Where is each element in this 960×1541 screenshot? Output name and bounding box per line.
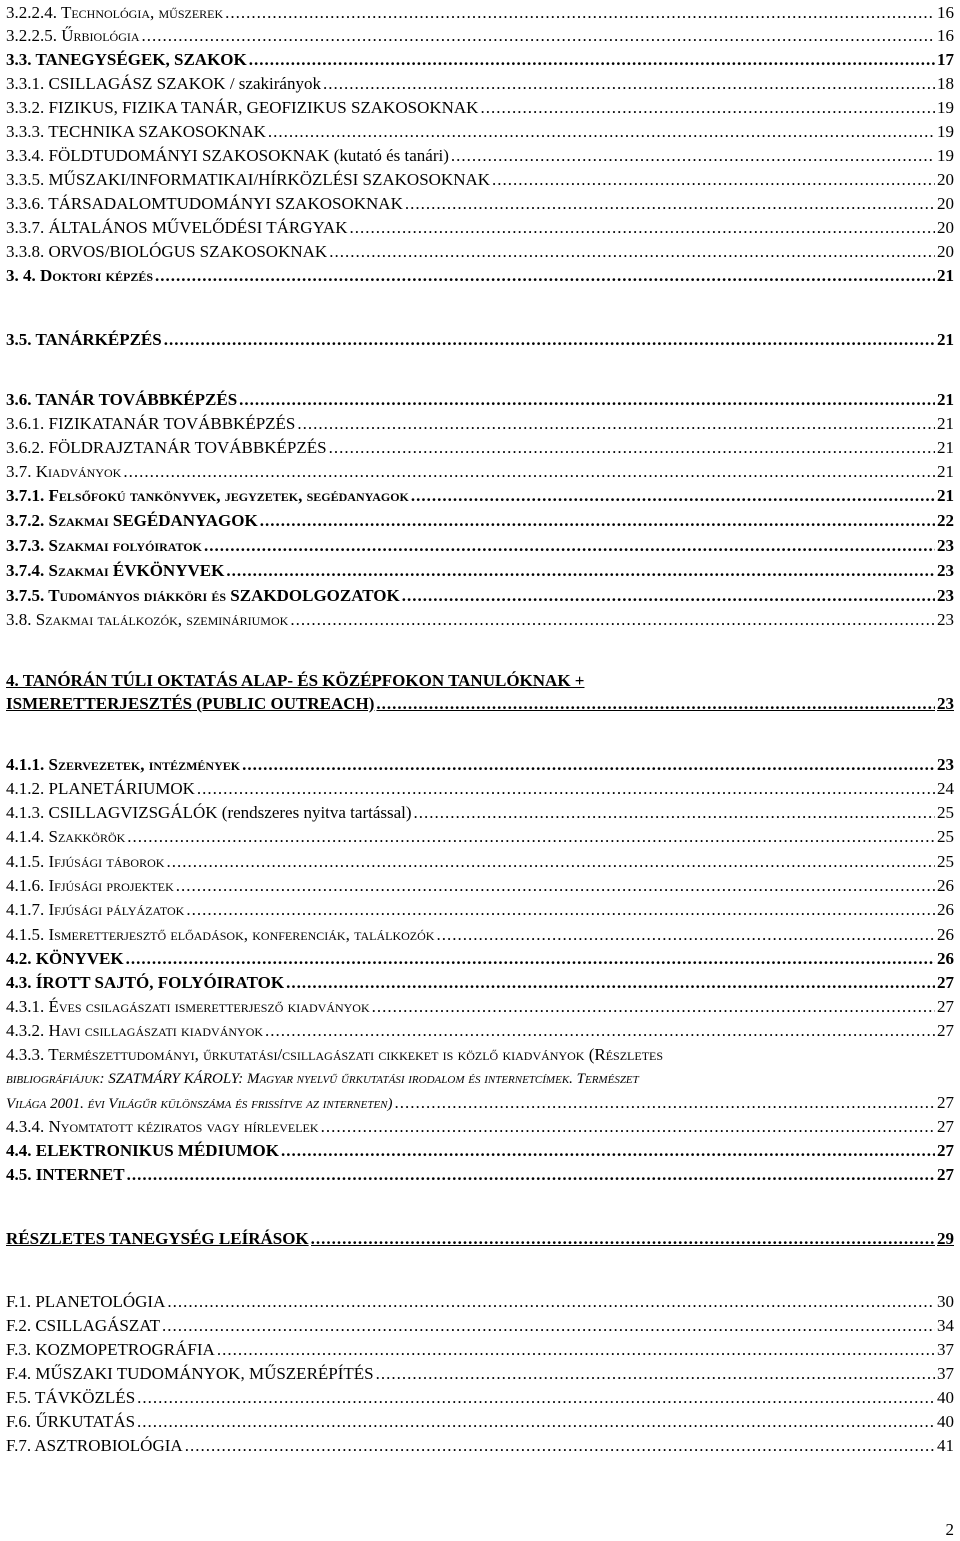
toc-entry-page: 16 xyxy=(937,26,954,45)
toc-entry-title xyxy=(6,218,347,238)
toc-entry-433-line-3[interactable] xyxy=(6,1093,954,1114)
toc-entry-label: MŰSZAKI/INFORMATIKAI/HÍRKÖZLÉSI SZAKOSOKNAK xyxy=(48,170,491,189)
toc-entry-page: 27 xyxy=(937,1165,954,1184)
dot-leader xyxy=(395,1093,935,1113)
toc-entry-label: ORVOS/BIOLÓGUS SZAKOSOKNAK xyxy=(48,242,328,261)
toc-entry[interactable] xyxy=(6,1021,954,1041)
dot-leader xyxy=(323,74,935,94)
toc-entry-number: F.3. xyxy=(6,1340,32,1359)
dot-leader xyxy=(155,266,935,286)
toc-entry-label: ŰRKUTATÁS xyxy=(35,1412,136,1431)
toc-entry-title xyxy=(6,925,434,945)
toc-entry-number: 4.2. xyxy=(6,949,32,968)
toc-entry-label: KOZMOPETROGRÁFIA xyxy=(35,1340,215,1359)
toc-entry-title xyxy=(6,1165,125,1185)
toc-entry-label: Szakmai SEGÉDANYAGOK xyxy=(48,511,258,530)
dot-leader xyxy=(376,694,935,714)
toc-entry-label: MŰSZAKI TUDOMÁNYOK, MŰSZERÉPÍTÉS xyxy=(35,1364,374,1383)
toc-entry[interactable] xyxy=(6,486,954,506)
dot-leader xyxy=(411,486,935,506)
toc-entry-page: 34 xyxy=(937,1316,954,1335)
toc-entry-page: 21 xyxy=(937,414,954,433)
toc-entry-number: F.7. xyxy=(6,1436,32,1455)
toc-entry-number: 3.2.2.4. xyxy=(6,3,57,22)
toc-entry[interactable] xyxy=(6,330,954,350)
toc-entry-number: 3.3.3. xyxy=(6,122,45,141)
dot-leader xyxy=(311,1229,935,1249)
toc-entry-title xyxy=(6,610,288,630)
toc-entry[interactable] xyxy=(6,511,954,531)
toc-entry-number: 3.7.3. xyxy=(6,536,45,555)
toc-entry-title xyxy=(6,1117,319,1137)
toc-entry-number: 3.7.5. xyxy=(6,586,45,605)
toc-entry-label: CSILLAGÁSZ SZAKOK / szakirányok xyxy=(48,74,321,93)
toc-entry[interactable] xyxy=(6,610,954,630)
toc-entry[interactable] xyxy=(6,1292,954,1312)
dot-leader xyxy=(297,414,935,434)
toc-entry-label: Ismeretterjesztő előadások, konferenciák, találkozók xyxy=(48,925,435,944)
toc-entry-number: 3.7.4. xyxy=(6,561,45,580)
toc-entry-title xyxy=(6,511,258,531)
toc-entry-title xyxy=(6,390,237,410)
toc-entry-title xyxy=(6,50,247,70)
toc-entry-number: 3.7.2. xyxy=(6,511,45,530)
toc-entry[interactable] xyxy=(6,755,954,775)
toc-entry-label: Szervezetek, intézmények xyxy=(48,755,241,774)
toc-entry-number: 4.4. xyxy=(6,1141,32,1160)
toc-entry-title xyxy=(6,779,195,799)
toc-entry-number: F.2. xyxy=(6,1316,32,1335)
toc-entry-page: 27 xyxy=(937,1141,954,1160)
dot-leader xyxy=(451,146,935,166)
toc-entry-page: 23 xyxy=(937,755,954,774)
dot-leader xyxy=(127,1165,935,1185)
dot-leader xyxy=(281,1141,935,1161)
dot-leader xyxy=(480,98,935,118)
toc-entry-label: FÖLDTUDOMÁNYI SZAKOSOKNAK (kutató és tanári) xyxy=(48,146,449,165)
toc-entry-page: 21 xyxy=(937,462,954,481)
toc-entry-title xyxy=(6,876,174,896)
toc-entry-433-line-2[interactable]: bibliográfiájuk: SZATMÁRY KÁROLY: Magyar nyelvű űrkutatási irodalom és internetcímek. Természet xyxy=(6,1071,639,1087)
toc-entry[interactable] xyxy=(6,242,954,262)
toc-entry[interactable] xyxy=(6,925,954,945)
toc-entry-page: 20 xyxy=(937,170,954,189)
toc-entry[interactable] xyxy=(6,3,954,23)
toc-entry-label: TANÁRKÉPZÉS xyxy=(35,330,162,349)
toc-entry-title xyxy=(6,1141,279,1161)
toc-entry-label: Ifjúsági táborok xyxy=(48,852,165,871)
toc-entry[interactable] xyxy=(6,266,954,286)
toc-entry-title xyxy=(6,1021,263,1041)
dot-leader xyxy=(329,242,935,262)
dot-leader xyxy=(265,1021,935,1041)
dot-leader xyxy=(402,586,935,606)
toc-entry-page: 19 xyxy=(937,122,954,141)
toc-entry-label: FIZIKUS, FIZIKA TANÁR, GEOFIZIKUS SZAKOSOKNAK xyxy=(48,98,479,117)
toc-entry[interactable] xyxy=(6,170,954,190)
toc-entry-label: Tudományos diákköri és SZAKDOLGOZATOK xyxy=(48,586,400,605)
dot-leader xyxy=(217,1340,935,1360)
toc-entry-title xyxy=(6,1412,135,1432)
toc-entry-label: INTERNET xyxy=(35,1165,125,1184)
dot-leader xyxy=(414,803,935,823)
toc-entry-page: 19 xyxy=(937,98,954,117)
toc-entry[interactable] xyxy=(6,26,954,46)
toc-entry-title xyxy=(6,755,240,775)
dot-leader xyxy=(127,827,935,847)
toc-entry-title xyxy=(6,1316,160,1336)
dot-leader xyxy=(286,973,935,993)
dot-leader xyxy=(349,218,935,238)
toc-entry-title xyxy=(6,74,321,94)
dot-leader xyxy=(290,610,935,630)
toc-entry-label: RÉSZLETES TANEGYSÉG LEÍRÁSOK xyxy=(6,1229,309,1248)
toc-entry-page: 23 xyxy=(937,610,954,629)
toc-entry-page: 37 xyxy=(937,1340,954,1359)
toc-entry-label: Világa 2001. évi Világűr különszáma és frissítve az interneten) xyxy=(6,1096,393,1112)
toc-entry[interactable] xyxy=(6,1316,954,1336)
toc-entry[interactable] xyxy=(6,414,954,434)
toc-entry-label: Doktori képzés xyxy=(40,266,154,285)
toc-entry-label: Kiadványok xyxy=(35,462,122,481)
toc-entry-title xyxy=(6,1229,309,1249)
toc-entry-page: 20 xyxy=(937,242,954,261)
toc-entry-title xyxy=(6,98,478,118)
toc-entry-number: 4.1.4. xyxy=(6,827,45,846)
toc-entry-title xyxy=(6,146,449,166)
toc-entry-page: 26 xyxy=(937,900,954,919)
toc-entry-title xyxy=(6,973,284,993)
toc-entry-page: 27 xyxy=(937,1093,954,1112)
toc-entry-page: 27 xyxy=(937,997,954,1016)
toc-entry-page: 40 xyxy=(937,1388,954,1407)
dot-leader xyxy=(329,438,935,458)
toc-entry-number: 4.5. xyxy=(6,1165,32,1184)
dot-leader xyxy=(249,50,935,70)
toc-entry-page: 25 xyxy=(937,803,954,822)
toc-entry-page: 27 xyxy=(937,1117,954,1136)
dot-leader xyxy=(162,1316,935,1336)
toc-entry[interactable] xyxy=(6,74,954,94)
toc-entry-number: 4.3.1. xyxy=(6,997,45,1016)
toc-entry[interactable] xyxy=(6,438,954,458)
toc-entry[interactable] xyxy=(6,1412,954,1432)
toc-entry-title xyxy=(6,266,153,286)
toc-entry-label: ÍROTT SAJTÓ, FOLYÓIRATOK xyxy=(35,973,285,992)
toc-entry-label: Űrbiológia xyxy=(61,26,140,45)
dot-leader xyxy=(164,330,935,350)
dot-leader xyxy=(137,1388,935,1408)
toc-entry-page: 27 xyxy=(937,973,954,992)
toc-entry-number: 3.3. xyxy=(6,50,32,69)
toc-entry-title xyxy=(6,586,400,606)
toc-entry-page: 17 xyxy=(937,50,954,69)
toc-entry-page: 21 xyxy=(937,486,954,505)
toc-entry-title xyxy=(6,1292,165,1312)
dot-leader xyxy=(225,3,935,23)
toc-entry-number: 4.1.6. xyxy=(6,876,45,895)
toc-entry-title xyxy=(6,1388,135,1408)
toc-entry-label: Ifjúsági pályázatok xyxy=(48,900,185,919)
toc-entry-number: 3.3.1. xyxy=(6,74,45,93)
toc-entry[interactable] xyxy=(6,876,954,896)
dot-leader xyxy=(186,900,935,920)
toc-entry-title xyxy=(6,536,202,556)
toc-entry[interactable] xyxy=(6,803,954,823)
toc-entry-number: 4.3. xyxy=(6,973,32,992)
toc-entry[interactable] xyxy=(6,586,954,606)
dot-leader xyxy=(492,170,935,190)
toc-entry-title xyxy=(6,3,223,23)
toc-entry-page: 23 xyxy=(937,536,954,555)
page-number: 2 xyxy=(945,1520,954,1539)
toc-entry-page: 25 xyxy=(937,827,954,846)
toc-entry[interactable] xyxy=(6,779,954,799)
dot-leader xyxy=(372,997,935,1017)
toc-entry-page: 27 xyxy=(937,1021,954,1040)
toc-entry-page: 26 xyxy=(937,925,954,944)
toc-entry-label: TECHNIKA SZAKOSOKNAK xyxy=(48,122,266,141)
toc-entry[interactable] xyxy=(6,98,954,118)
toc-entry-title xyxy=(6,827,125,847)
toc-entry[interactable] xyxy=(6,122,954,142)
toc-entry-page: 16 xyxy=(937,3,954,22)
toc-entry-title xyxy=(6,26,140,46)
toc-entry-page: 26 xyxy=(937,876,954,895)
toc-entry[interactable] xyxy=(6,1141,954,1161)
toc-entry-label: Szakmai ÉVKÖNYVEK xyxy=(48,561,225,580)
toc-entry-title xyxy=(6,852,164,872)
toc-entry-label: Nyomtatott kéziratos vagy hírlevelek xyxy=(48,1117,319,1136)
toc-entry-label: Technológia, műszerek xyxy=(60,3,224,22)
toc-entry-page: 26 xyxy=(937,949,954,968)
toc-entry-label: Ifjúsági projektek xyxy=(48,876,174,895)
toc-entry-page: 37 xyxy=(937,1364,954,1383)
toc-entry-title xyxy=(6,414,295,434)
toc-entry[interactable] xyxy=(6,949,954,969)
toc-entry[interactable] xyxy=(6,973,954,993)
toc-entry-title xyxy=(6,900,184,920)
toc-entry[interactable] xyxy=(6,1117,954,1137)
toc-entry-label: Havi csillagászati kiadványok xyxy=(48,1021,264,1040)
toc-entry-number: 4.1.2. xyxy=(6,779,45,798)
dot-leader xyxy=(167,1292,935,1312)
toc-entry-page: 22 xyxy=(937,511,954,530)
chapter-4-heading-line-2[interactable] xyxy=(6,694,954,714)
toc-entry-label: Szakmai folyóiratok xyxy=(48,536,203,555)
toc-entry-label: ÁLTALÁNOS MŰVELŐDÉSI TÁRGYAK xyxy=(48,218,348,237)
toc-entry-number: 3.3.6. xyxy=(6,194,45,213)
dot-leader xyxy=(436,925,935,945)
dot-leader xyxy=(123,462,935,482)
dot-leader xyxy=(268,122,935,142)
toc-entry-title xyxy=(6,242,327,262)
toc-entry-page: 21 xyxy=(937,266,954,285)
toc-entry-label: Szakkörök xyxy=(48,827,126,846)
toc-entry-page: 21 xyxy=(937,390,954,409)
toc-entry[interactable] xyxy=(6,390,954,410)
toc-entry-number: 3.2.2.5. xyxy=(6,26,57,45)
toc-entry-title xyxy=(6,194,403,214)
toc-entry-page: 21 xyxy=(937,438,954,457)
toc-entry-number: 4.1.5. xyxy=(6,925,45,944)
toc-entry[interactable] xyxy=(6,1388,954,1408)
toc-entry-page: 20 xyxy=(937,194,954,213)
dot-leader xyxy=(204,536,935,556)
toc-entry-number: 3.6.2. xyxy=(6,438,45,457)
toc-entry-number: 4.1.3. xyxy=(6,803,45,822)
toc-entry-page: 21 xyxy=(937,330,954,349)
toc-entry-page: 23 xyxy=(937,694,954,713)
toc-entry-number: 3.7. xyxy=(6,462,32,481)
toc-entry-number: 3.6. xyxy=(6,390,32,409)
toc-entry-number: 3.3.7. xyxy=(6,218,45,237)
dot-leader xyxy=(176,876,935,896)
toc-entry-label: TANÁR TOVÁBBKÉPZÉS xyxy=(35,390,238,409)
toc-entry-page: 19 xyxy=(937,146,954,165)
toc-entry-page: 30 xyxy=(937,1292,954,1311)
toc-entry-label: ELEKTRONIKUS MÉDIUMOK xyxy=(35,1141,279,1160)
toc-entry-label: PLANETÁRIUMOK xyxy=(48,779,195,798)
toc-entry[interactable] xyxy=(6,852,954,872)
toc-entry-page: 18 xyxy=(937,74,954,93)
toc-entry-page: 41 xyxy=(937,1436,954,1455)
toc-entry-number: 3.7.1. xyxy=(6,486,45,505)
toc-entry-label: Éves csilagászati ismeretterjesző kiadványok xyxy=(48,997,370,1016)
toc-entry-title xyxy=(6,561,224,581)
toc-entry-label: FIZIKATANÁR TOVÁBBKÉPZÉS xyxy=(48,414,296,433)
toc-entry-number: 4.1.5. xyxy=(6,852,45,871)
toc-entry-title xyxy=(6,949,124,969)
dot-leader xyxy=(242,755,935,775)
toc-entry-label: TÁRSADALOMTUDOMÁNYI SZAKOSOKNAK xyxy=(48,194,403,213)
toc-entry-number: F.1. xyxy=(6,1292,32,1311)
toc-entry-number: F.5. xyxy=(6,1388,32,1407)
toc-entry-label: Felsőfokú tankönyvek, jegyzetek, segédanyagok xyxy=(48,486,409,505)
toc-entry[interactable] xyxy=(6,827,954,847)
toc-entry-title xyxy=(6,1436,183,1456)
toc-entry[interactable] xyxy=(6,1364,954,1384)
toc-entry-number: F.4. xyxy=(6,1364,32,1383)
dot-leader xyxy=(226,561,935,581)
toc-entry[interactable] xyxy=(6,218,954,238)
toc-entry[interactable] xyxy=(6,1229,954,1249)
toc-entry[interactable] xyxy=(6,561,954,581)
toc-entry[interactable] xyxy=(6,194,954,214)
toc-entry-label: ISMERETTERJESZTÉS (PUBLIC OUTREACH) xyxy=(6,694,375,713)
toc-entry-number: 4.1.7. xyxy=(6,900,45,919)
toc-entry-title xyxy=(6,803,412,823)
toc-entry-title xyxy=(6,122,266,142)
toc-entry-page: 40 xyxy=(937,1412,954,1431)
toc-entry-number: 3. 4. xyxy=(6,266,36,285)
toc-entry-433-line-1[interactable]: 4.3.3. Természettudományi, űrkutatási/csillagászati cikkeket is közlő kiadványok (Részletes xyxy=(6,1045,664,1064)
toc-entry-number: 3.3.8. xyxy=(6,242,45,261)
toc-entry-label: PLANETOLÓGIA xyxy=(35,1292,166,1311)
toc-entry-title xyxy=(6,330,162,350)
toc-entry-label: FÖLDRAJZTANÁR TOVÁBBKÉPZÉS xyxy=(48,438,327,457)
toc-entry-label: TÁVKÖZLÉS xyxy=(35,1388,136,1407)
toc-entry-number: 4.3.4. xyxy=(6,1117,45,1136)
toc-entry[interactable] xyxy=(6,146,954,166)
toc-entry-title xyxy=(6,486,409,506)
toc-entry-page: 24 xyxy=(937,779,954,798)
toc-entry-number: 3.3.4. xyxy=(6,146,45,165)
toc-entry-page: 23 xyxy=(937,586,954,605)
dot-leader xyxy=(376,1364,935,1384)
toc-entry[interactable] xyxy=(6,997,954,1017)
toc-entry-number: 3.5. xyxy=(6,330,32,349)
toc-entry-page: 23 xyxy=(937,561,954,580)
toc-entry-label: KÖNYVEK xyxy=(35,949,124,968)
toc-entry-title xyxy=(6,170,490,190)
dot-leader xyxy=(197,779,935,799)
toc-entry[interactable] xyxy=(6,462,954,482)
toc-entry-number: 4.1.1. xyxy=(6,755,45,774)
toc-entry[interactable] xyxy=(6,50,954,70)
toc-entry-label: ASZTROBIOLÓGIA xyxy=(34,1436,183,1455)
dot-leader xyxy=(166,852,935,872)
toc-entry-title xyxy=(6,1364,374,1384)
toc-entry-number: F.6. xyxy=(6,1412,32,1431)
dot-leader xyxy=(405,194,935,214)
toc-entry-page: 20 xyxy=(937,218,954,237)
toc-entry-label: CSILLAGVIZSGÁLÓK (rendszeres nyitva tartással) xyxy=(48,803,412,822)
toc-entry[interactable] xyxy=(6,1165,954,1185)
dot-leader xyxy=(321,1117,935,1137)
toc-entry-page: 29 xyxy=(937,1229,954,1248)
toc-entry-title xyxy=(6,438,327,458)
toc-entry-label: TANEGYSÉGEK, SZAKOK xyxy=(35,50,247,69)
toc-entry-page: 25 xyxy=(937,852,954,871)
toc-entry[interactable] xyxy=(6,536,954,556)
toc-entry-label: CSILLAGÁSZAT xyxy=(35,1316,161,1335)
toc-entry-title xyxy=(6,1340,215,1360)
toc-entry-number: 3.6.1. xyxy=(6,414,45,433)
toc-entry[interactable] xyxy=(6,1436,954,1456)
dot-leader xyxy=(185,1436,935,1456)
toc-entry-title xyxy=(6,462,121,482)
toc-entry-title xyxy=(6,997,370,1017)
toc-entry[interactable] xyxy=(6,1340,954,1360)
toc-entry-number: 3.3.5. xyxy=(6,170,45,189)
dot-leader xyxy=(239,390,935,410)
toc-entry-number: 3.3.2. xyxy=(6,98,45,117)
dot-leader xyxy=(142,26,935,46)
dot-leader xyxy=(126,949,935,969)
chapter-4-heading-line-1[interactable]: 4. TANÓRÁN TÚLI OKTATÁS ALAP- ÉS KÖZÉPFOKON TANULÓKNAK + xyxy=(6,671,585,690)
dot-leader xyxy=(260,511,935,531)
toc-entry[interactable] xyxy=(6,900,954,920)
dot-leader xyxy=(137,1412,935,1432)
toc-entry-number: 3.8. xyxy=(6,610,32,629)
toc-entry-number: 4.3.2. xyxy=(6,1021,45,1040)
toc-entry-label: Szakmai találkozók, szemináriumok xyxy=(35,610,289,629)
